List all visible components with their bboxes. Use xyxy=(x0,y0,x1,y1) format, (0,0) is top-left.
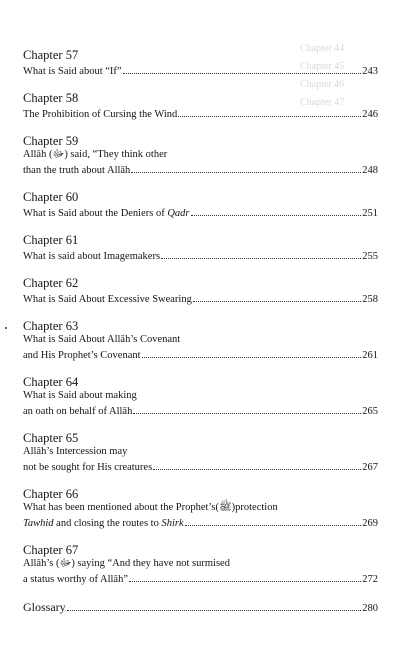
toc-entry-67 xyxy=(23,543,378,586)
toc-entry-59 xyxy=(23,134,378,177)
entry-title: than the truth about Allāh xyxy=(23,165,131,176)
toc-entry-57 xyxy=(23,48,378,78)
dot-leader xyxy=(178,105,361,117)
entry-title: What is Said about the Deniers of xyxy=(23,208,168,219)
toc-line xyxy=(23,247,378,263)
entry-title: and His Prophet’s Covenant xyxy=(23,350,141,361)
page-number: 243 xyxy=(362,66,378,77)
toc-line xyxy=(23,105,378,121)
chapter-heading: Chapter 67 xyxy=(23,543,79,557)
toc-entry-62 xyxy=(23,276,378,306)
toc-line xyxy=(23,458,378,474)
entry-title: Glossary xyxy=(23,600,66,614)
page-number: 258 xyxy=(362,294,378,305)
toc-line xyxy=(23,290,378,306)
toc-line xyxy=(23,514,378,530)
toc-line xyxy=(23,161,378,177)
page-number: 255 xyxy=(362,251,378,262)
page-number: 248 xyxy=(362,165,378,176)
entry-title-italic: Qadr xyxy=(167,208,190,219)
toc-entry-65 xyxy=(23,431,378,474)
page-number: 267 xyxy=(362,462,378,473)
entry-title-line: Allāh’s (ﷻ) saying “And they have not surmised xyxy=(23,558,230,569)
entry-title: a status worthy of Allāh” xyxy=(23,574,128,585)
toc-line xyxy=(23,204,378,220)
entry-title-italic: Shirk xyxy=(161,518,184,529)
entry-title: What is Said About Excessive Swearing xyxy=(23,294,192,305)
page-number: 261 xyxy=(362,350,378,361)
toc-entry-58 xyxy=(23,91,378,121)
entry-title: not be sought for His creatures xyxy=(23,462,153,473)
chapter-heading: Chapter 58 xyxy=(23,91,79,105)
toc-line xyxy=(23,599,378,615)
dot-leader xyxy=(193,290,361,302)
toc-entry-63 xyxy=(23,319,378,362)
chapter-heading: Chapter 62 xyxy=(23,276,79,290)
entry-title: and closing the routes to xyxy=(53,518,162,529)
dot-leader xyxy=(133,402,361,414)
dot-leader xyxy=(142,346,362,358)
chapter-heading: Chapter 63 xyxy=(23,319,79,333)
page-number: 265 xyxy=(362,406,378,417)
dot-leader xyxy=(185,514,362,526)
page-number: 251 xyxy=(362,208,378,219)
toc-line xyxy=(23,346,378,362)
page-number: 280 xyxy=(362,603,378,614)
table-of-contents xyxy=(23,48,378,615)
toc-entry-glossary xyxy=(23,599,378,615)
dot-leader xyxy=(131,161,361,173)
dot-leader xyxy=(161,247,361,259)
entry-title: The Prohibition of Cursing the Wind xyxy=(23,109,178,120)
chapter-heading: Chapter 66 xyxy=(23,487,79,501)
chapter-heading: Chapter 60 xyxy=(23,190,79,204)
entry-title: What is Said about “If” xyxy=(23,66,122,77)
chapter-heading: Chapter 61 xyxy=(23,233,79,247)
page-speck xyxy=(5,327,7,329)
chapter-heading: Chapter 64 xyxy=(23,375,79,389)
toc-line xyxy=(23,570,378,586)
show-through-text: Chapter 44 Chapter 45 Chapter 46 Chapter 47 xyxy=(300,43,345,108)
dot-leader xyxy=(67,599,362,611)
chapter-heading: Chapter 59 xyxy=(23,134,79,148)
dot-leader xyxy=(129,570,361,582)
entry-title-line: What is Said About Allāh’s Covenant xyxy=(23,334,181,345)
page-number: 269 xyxy=(362,518,378,529)
toc-line xyxy=(23,402,378,418)
entry-title-line: What has been mentioned about the Prophet’s(ﷺ)protection xyxy=(23,502,278,513)
page-number: 246 xyxy=(362,109,378,120)
dot-leader xyxy=(123,62,362,74)
entry-title-line: Allāh (ﷻ) said, “They think other xyxy=(23,149,168,160)
entry-title-italic: Tawhid xyxy=(23,518,54,529)
toc-entry-64 xyxy=(23,375,378,418)
entry-title-line: What is Said about making xyxy=(23,390,137,401)
entry-title: an oath on behalf of Allāh xyxy=(23,406,133,417)
toc-entry-60 xyxy=(23,190,378,220)
dot-leader xyxy=(153,458,361,470)
dot-leader xyxy=(191,204,362,216)
toc-line xyxy=(23,62,378,78)
entry-title: What is said about Imagemakers xyxy=(23,251,161,262)
toc-entry-66 xyxy=(23,487,378,530)
page-number: 272 xyxy=(362,574,378,585)
toc-entry-61 xyxy=(23,233,378,263)
chapter-heading: Chapter 65 xyxy=(23,431,79,445)
entry-title-line: Allāh’s Intercession may xyxy=(23,446,128,457)
chapter-heading: Chapter 57 xyxy=(23,48,79,62)
